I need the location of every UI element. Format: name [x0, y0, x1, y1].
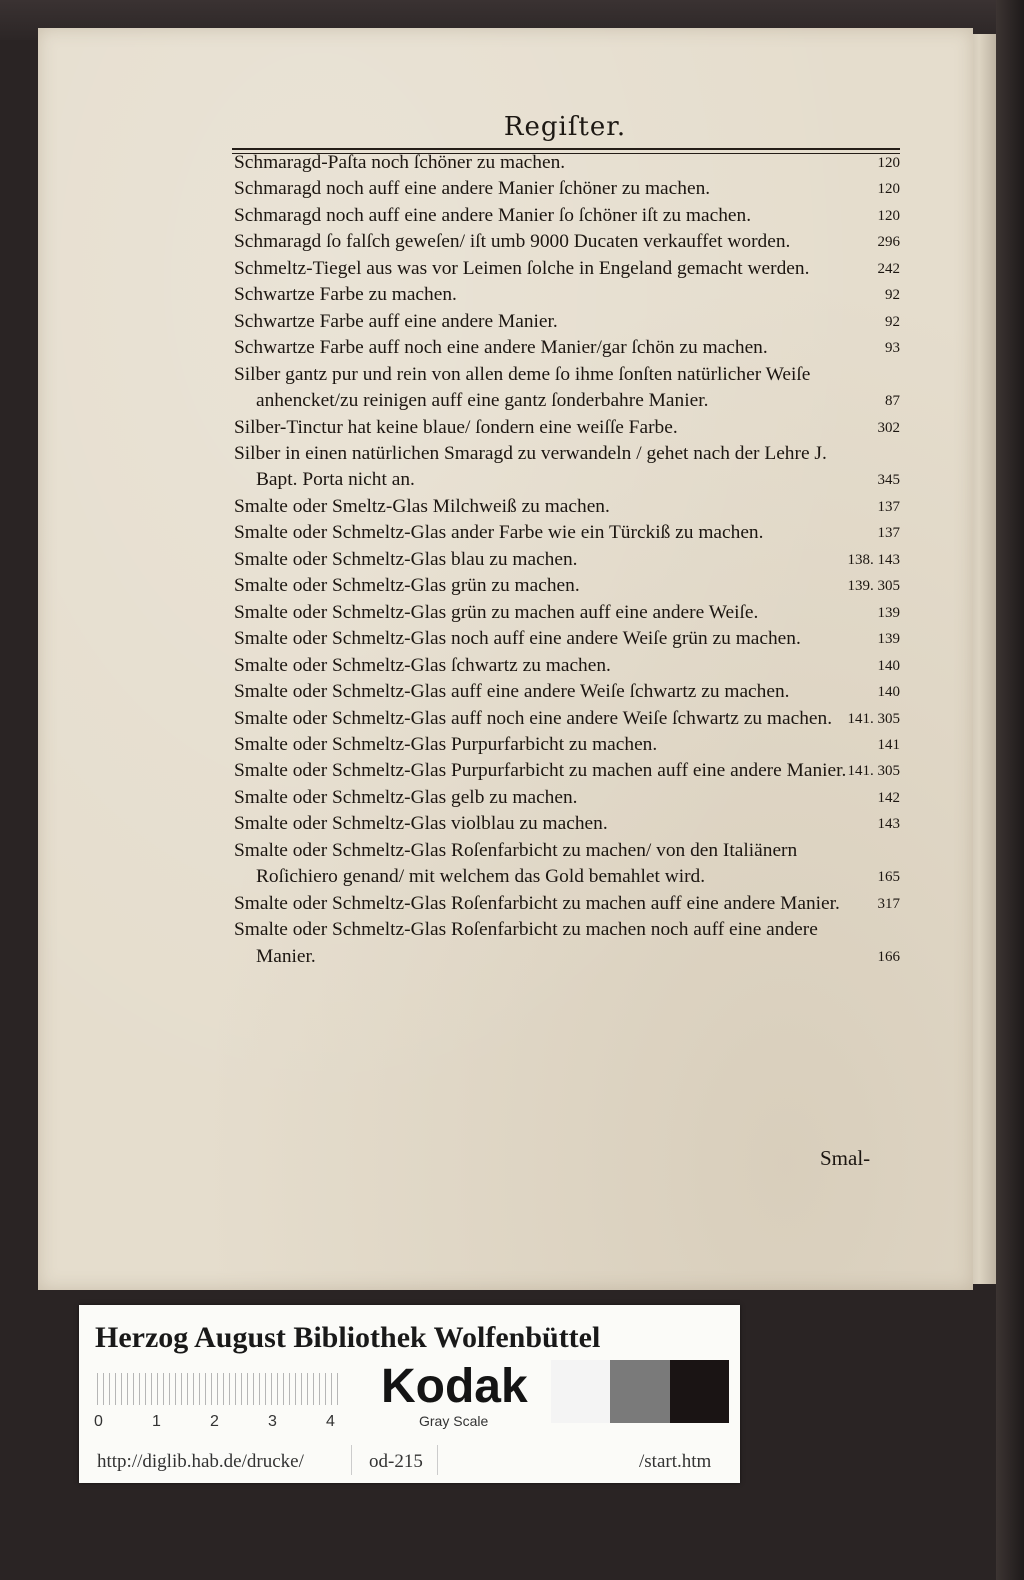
entry-page-number: 92	[885, 287, 900, 304]
register-entry	[234, 679, 900, 705]
register-entry	[234, 547, 900, 573]
entry-page-number: 138. 143	[847, 551, 900, 568]
entry-page-number: 143	[877, 816, 900, 833]
entry-page-number: 93	[885, 340, 900, 357]
archive-color-card	[79, 1305, 740, 1483]
register-entry	[234, 203, 900, 229]
entry-text: Smalte oder Schmeltz-Glas Purpurfarbicht zu machen auff eine andere Manier.	[234, 760, 847, 782]
ruler-number: 0	[94, 1413, 103, 1430]
gray-swatches	[551, 1360, 729, 1423]
entry-text: Smalte oder Schmeltz-Glas grün zu machen.	[234, 575, 580, 597]
gray-scale-label: Gray Scale	[419, 1413, 489, 1429]
entry-text: Silber gantz pur und rein von allen deme ſo ihme ſonſten natürlicher Weiſe anhencket/zu reinigen auff eine gantz ſonderbahre Manier.	[234, 363, 811, 412]
entry-text: Smalte oder Schmeltz-Glas grün zu machen auff eine andere Weiſe.	[234, 601, 759, 623]
entry-page-number: 345	[877, 472, 900, 489]
entry-text: Smalte oder Schmeltz-Glas Roſenfarbicht zu machen auff eine andere Manier.	[234, 892, 840, 914]
register-entry	[234, 176, 900, 202]
gray-swatch	[670, 1360, 729, 1423]
register-entry	[234, 838, 900, 891]
url-right[interactable]: /start.htm	[639, 1451, 712, 1472]
page-header: Regiſter.	[503, 112, 627, 142]
entry-page-number: 87	[885, 393, 900, 410]
register-entry	[234, 309, 900, 335]
library-name: Herzog August Bibliothek Wolfenbüttel	[95, 1321, 601, 1354]
ruler-numbers	[94, 1413, 354, 1433]
entry-page-number: 137	[877, 525, 900, 542]
register-entry	[234, 573, 900, 599]
entry-page-number: 140	[877, 657, 900, 674]
entry-text: Schmaragd noch auff eine andere Manier ſchöner zu machen.	[234, 178, 711, 200]
entry-page-number: 139. 305	[847, 578, 900, 595]
entry-text: Smalte oder Schmeltz-Glas Roſenfarbicht zu machen/ von den Italiänern Roſichiero genand/ mit welchem das Gold bemahlet wird.	[234, 839, 798, 888]
entry-text: Schmeltz-Tiegel aus was vor Leimen ſolche in Engeland gemacht werden.	[234, 257, 810, 279]
register-entry	[234, 256, 900, 282]
register-entry	[234, 811, 900, 837]
entry-page-number: 242	[877, 260, 900, 277]
register-entry	[234, 626, 900, 652]
register-entry	[234, 520, 900, 546]
entry-page-number: 166	[877, 948, 900, 965]
register-entry	[234, 917, 900, 970]
ruler-number: 1	[152, 1413, 161, 1430]
register-entry	[234, 362, 900, 415]
entry-page-number: 141	[877, 736, 900, 753]
register-entry	[234, 415, 900, 441]
entry-text: Smalte oder Schmeltz-Glas ſchwartz zu machen.	[234, 654, 611, 676]
entry-text: Schmaragd ſo falſch geweſen/ iſt umb 9000 Ducaten verkauffet worden.	[234, 231, 791, 253]
entry-text: Smalte oder Smeltz-Glas Milchweiß zu machen.	[234, 495, 610, 517]
register-entry	[234, 494, 900, 520]
register-entry	[234, 732, 900, 758]
entry-text: Schmaragd-Paſta noch ſchöner zu machen.	[234, 152, 566, 173]
entry-page-number: 142	[877, 789, 900, 806]
url-mid[interactable]: od-215	[369, 1451, 423, 1472]
entry-page-number: 302	[877, 419, 900, 436]
register-entry	[234, 229, 900, 255]
entry-text: Schwartze Farbe zu machen.	[234, 284, 457, 306]
entry-page-number: 120	[877, 207, 900, 224]
entry-page-number: 139	[877, 604, 900, 621]
register-entry	[234, 335, 900, 361]
catchword: Smal-	[820, 1146, 871, 1170]
footer-divider	[351, 1445, 352, 1475]
entry-page-number: 140	[877, 684, 900, 701]
kodak-logo: Kodak	[381, 1360, 528, 1413]
register-entry	[234, 282, 900, 308]
register-entry	[234, 891, 900, 917]
register-entry	[234, 600, 900, 626]
register-entry	[234, 758, 900, 784]
entry-page-number: 92	[885, 313, 900, 330]
register-entry	[234, 706, 900, 732]
ruler-number: 4	[326, 1413, 335, 1430]
register-entry	[234, 441, 900, 494]
register-entry	[234, 150, 900, 176]
entry-text: Smalte oder Schmeltz-Glas noch auff eine andere Weiſe grün zu machen.	[234, 628, 801, 650]
entry-page-number: 317	[877, 895, 900, 912]
register-entry	[234, 785, 900, 811]
entry-page-number: 141. 305	[847, 763, 900, 780]
url-left[interactable]: http://diglib.hab.de/drucke/	[97, 1451, 304, 1472]
entry-text: Schwartze Farbe auff noch eine andere Manier/gar ſchön zu machen.	[234, 337, 768, 359]
entry-text: Smalte oder Schmeltz-Glas auff noch eine andere Weiſe ſchwartz zu machen.	[234, 707, 833, 729]
entry-page-number: 139	[877, 631, 900, 648]
entry-text: Smalte oder Schmeltz-Glas auff eine andere Weiſe ſchwartz zu machen.	[234, 681, 790, 703]
register-entry	[234, 653, 900, 679]
entry-page-number: 120	[877, 155, 900, 171]
card-footer	[79, 1439, 740, 1483]
entry-text: Silber-Tinctur hat keine blaue/ ſondern eine weiſſe Farbe.	[234, 416, 678, 438]
ruler-number: 2	[210, 1413, 219, 1430]
scale-ruler	[97, 1373, 339, 1405]
scan-edge	[996, 0, 1024, 1580]
entry-text: Smalte oder Schmeltz-Glas Roſenfarbicht zu machen noch auff eine andere Manier.	[234, 919, 818, 967]
entry-text: Silber in einen natürlichen Smaragd zu verwandeln / gehet nach der Lehre J. Bapt. Porta nicht an.	[234, 442, 827, 491]
entry-page-number: 120	[877, 181, 900, 198]
gray-swatch	[610, 1360, 669, 1423]
entry-text: Smalte oder Schmeltz-Glas violblau zu machen.	[234, 813, 608, 835]
entry-page-number: 165	[877, 869, 900, 886]
gray-swatch	[551, 1360, 610, 1423]
entry-text: Schwartze Farbe auff eine andere Manier.	[234, 310, 558, 332]
entry-text: Smalte oder Schmeltz-Glas ander Farbe wie ein Türckiß zu machen.	[234, 522, 764, 544]
entry-page-number: 141. 305	[847, 710, 900, 727]
entry-text: Smalte oder Schmeltz-Glas Purpurfarbicht zu machen.	[234, 733, 658, 755]
register-entries	[234, 150, 900, 970]
footer-divider	[437, 1445, 438, 1475]
entry-text: Smalte oder Schmeltz-Glas gelb zu machen.	[234, 786, 578, 808]
entry-text: Smalte oder Schmeltz-Glas blau zu machen.	[234, 548, 578, 570]
entry-text: Schmaragd noch auff eine andere Manier ſo ſchöner iſt zu machen.	[234, 204, 752, 226]
ruler-number: 3	[268, 1413, 277, 1430]
entry-page-number: 137	[877, 498, 900, 515]
entry-page-number: 296	[877, 234, 900, 251]
